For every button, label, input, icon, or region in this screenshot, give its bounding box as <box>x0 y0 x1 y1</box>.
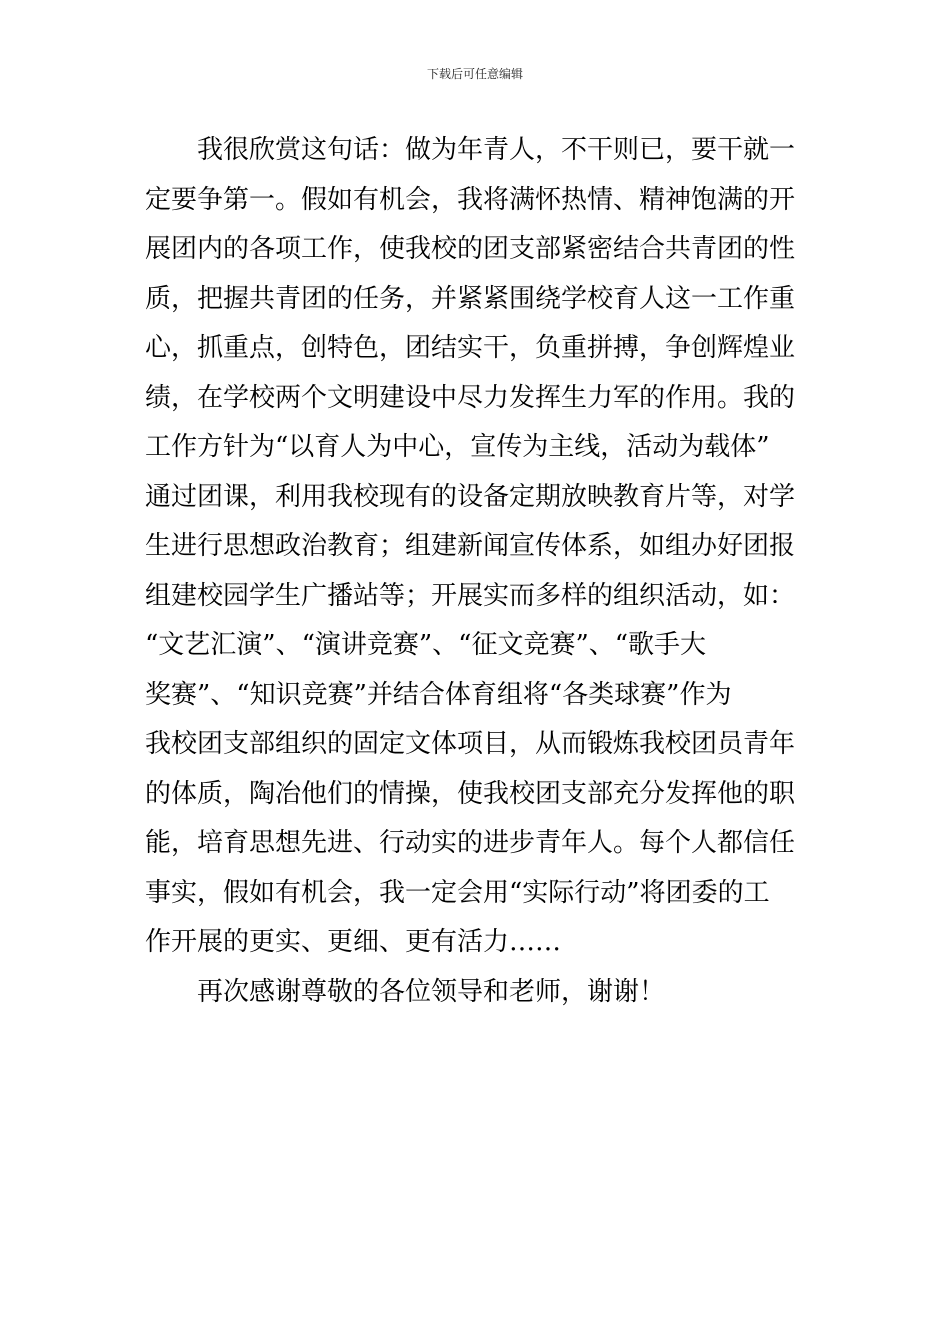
text-line: 生进行思想政治教育；组建新闻宣传体系，如组办好团报 <box>145 531 796 561</box>
page-header: 下载后可任意编辑 <box>426 67 523 81</box>
text-line: 奖赛”、“知识竞赛”并结合体育组将“各类球赛”作为 <box>145 679 732 710</box>
text-line: “文艺汇演”、“演讲竞赛”、“征文竞赛”、“歌手大 <box>145 630 707 660</box>
text-line: 质，把握共青团的任务，并紧紧围绕学校育人这一工作重 <box>145 283 796 314</box>
text-line: 事实，假如有机会，我一定会用“实际行动”将团委的工 <box>145 877 770 908</box>
text-line: 作开展的更实、更细、更有活力…… <box>145 927 562 957</box>
text-line: 我校团支部组织的固定文体项目，从而锻炼我校团员青年 <box>145 729 796 759</box>
text-line: 我很欣赏这句话：做为年青人，不干则已，要干就一 <box>197 135 796 165</box>
text-line: 的体质，陶冶他们的情操，使我校团支部充分发挥他的职 <box>145 778 796 809</box>
text-line: 能，培育思想先进、行动实的进步青年人。每个人都信任 <box>145 828 796 858</box>
text-line: 展团内的各项工作，使我校的团支部紧密结合共青团的性 <box>145 234 796 264</box>
text-line: 工作方针为“以育人为中心，宣传为主线，活动为载体” <box>145 432 770 462</box>
text-line: 定要争第一。假如有机会，我将满怀热情、精神饱满的开 <box>145 184 796 215</box>
closing-line: 再次感谢尊敬的各位领导和老师，谢谢！ <box>197 976 666 1007</box>
document-body <box>145 126 815 1017</box>
text-line: 绩，在学校两个文明建设中尽力发挥生力军的作用。我的 <box>145 382 796 413</box>
text-line: 心，抓重点，创特色，团结实干，负重拼搏，争创辉煌业 <box>145 333 796 363</box>
text-line: 通过团课，利用我校现有的设备定期放映教育片等，对学 <box>145 481 796 512</box>
text-line: 组建校园学生广播站等；开展实而多样的组织活动，如： <box>145 580 796 611</box>
